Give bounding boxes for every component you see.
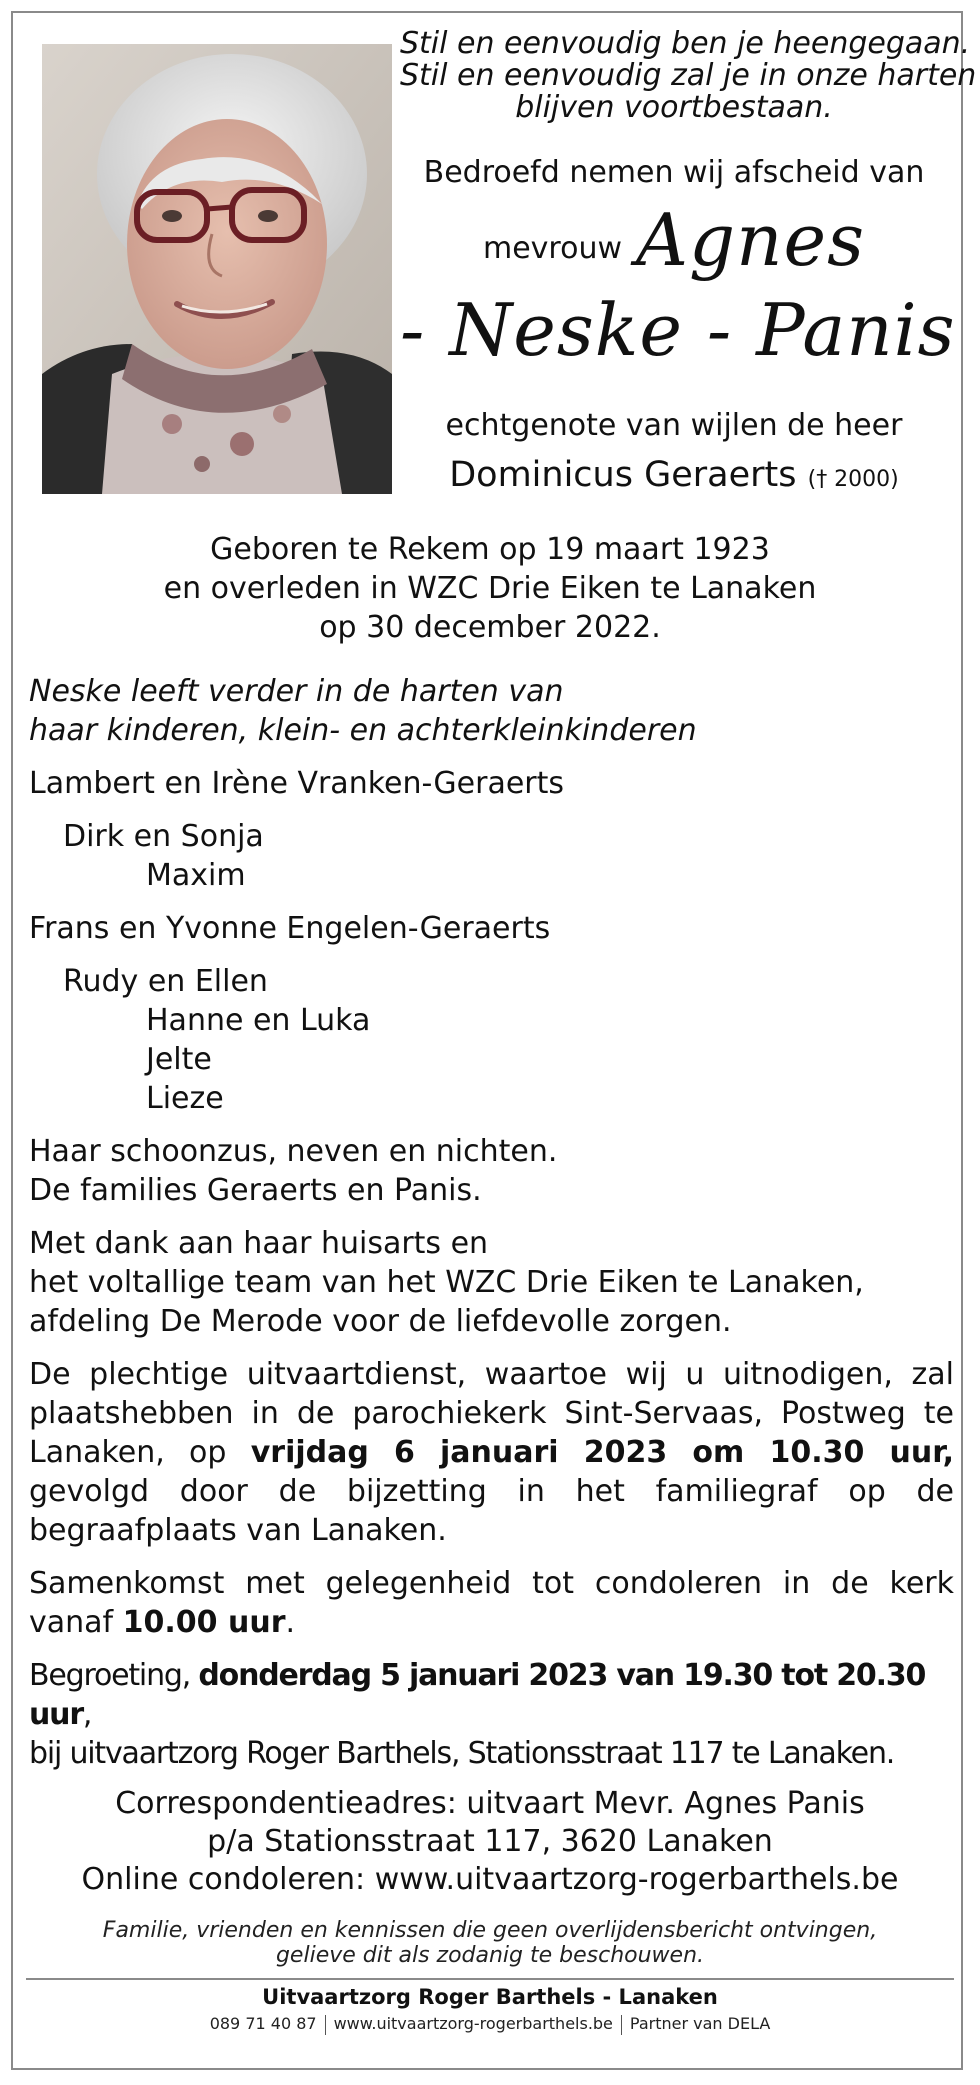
notice-note — [30, 1918, 950, 1968]
website-link[interactable]: www.uitvaartzorg-rogerbarthels.be — [333, 2014, 613, 2033]
thanks-line: afdeling De Merode voor de liefdevolle zorgen. — [29, 1304, 732, 1339]
gathering-text-end: . — [285, 1605, 296, 1640]
visitation-datetime: donderdag 5 januari 2023 van 19.30 tot 20.30 uur — [29, 1658, 926, 1732]
grandchild-family: Rudy en Ellen — [63, 964, 268, 999]
funeral-home-info — [30, 2014, 950, 2035]
spouse-intro: echtgenote van wijlen de heer — [445, 408, 903, 443]
legacy-line: Neske leeft verder in de harten van — [29, 674, 564, 709]
correspondence-address: Correspondentieadres: uitvaart Mevr. Agnes Panis — [115, 1786, 865, 1821]
visitation-paragraph — [29, 1656, 954, 1734]
thanks-line: het voltallige team van het WZC Drie Eiken te Lanaken, — [29, 1265, 864, 1300]
portrait-photo — [42, 44, 392, 494]
footer-divider — [26, 1978, 954, 1980]
spouse-line — [400, 455, 948, 495]
gathering-time: 10.00 uur — [122, 1605, 286, 1640]
spouse-death-year: († 2000) — [807, 467, 899, 492]
birth-death-info — [30, 530, 950, 647]
birth-line: Geboren te Rekem op 19 maart 1923 — [210, 532, 770, 567]
child-family: Lambert en Irène Vranken-Geraerts — [29, 766, 565, 801]
separator — [325, 2015, 326, 2035]
thanks-line: Met dank aan haar huisarts en — [29, 1226, 489, 1261]
farewell-intro: Bedroefd nemen wij afscheid van — [423, 155, 925, 190]
relatives-line: De families Geraerts en Panis. — [29, 1173, 482, 1208]
legacy-line: haar kinderen, klein- en achterkleinkinderen — [29, 713, 697, 748]
spouse-name: Dominicus Geraerts — [449, 455, 797, 495]
visitation-location: bij uitvaartzorg Roger Barthels, Stationsstraat 117 te Lanaken. — [29, 1736, 895, 1771]
poem-line: Stil en eenvoudig ben je heengegaan. — [400, 26, 971, 61]
visitation-text: Begroeting, — [29, 1658, 199, 1693]
death-date-line: op 30 december 2022. — [319, 610, 661, 645]
funeral-home-name: Uitvaartzorg Roger Barthels - Lanaken — [262, 1985, 718, 2009]
gathering-text: Samenkomst met gelegenheid tot condoleren in de kerk vanaf — [29, 1566, 954, 1640]
death-line: en overleden in WZC Drie Eiken te Lanaken — [163, 571, 817, 606]
great-grandchild: Maxim — [146, 858, 246, 893]
poem-line: Stil en eenvoudig zal je in onze harten — [400, 58, 977, 93]
partner-text: Partner van DELA — [629, 2014, 771, 2033]
great-grandchild: Jelte — [146, 1042, 212, 1077]
phone-number[interactable]: 089 71 40 87 — [209, 2014, 317, 2033]
title-prefix: mevrouw — [482, 231, 622, 266]
great-grandchild: Lieze — [146, 1081, 224, 1116]
relatives-line: Haar schoonzus, neven en nichten. — [29, 1134, 558, 1169]
correspondence-street: p/a Stationsstraat 117, 3620 Lanaken — [207, 1824, 773, 1859]
note-line: gelieve dit als zodanig te beschouwen. — [275, 1943, 705, 1968]
gathering-paragraph — [29, 1564, 954, 1642]
service-datetime: vrijdag 6 januari 2023 om 10.30 uur, — [250, 1435, 954, 1470]
opening-poem — [400, 26, 977, 125]
deceased-name-line1 — [400, 198, 948, 282]
contact-block — [30, 1785, 950, 1899]
service-paragraph — [29, 1355, 954, 1550]
grandchild-family: Dirk en Sonja — [63, 819, 264, 854]
note-line: Familie, vrienden en kennissen die geen overlijdensbericht ontvingen, — [102, 1918, 878, 1943]
poem-line: blijven voortbestaan. — [515, 90, 833, 125]
announcement-body — [29, 672, 954, 1773]
child-family: Frans en Yvonne Engelen-Geraerts — [29, 911, 551, 946]
great-grandchild: Hanne en Luka — [146, 1003, 371, 1038]
service-text-end: gevolgd door de bijzetting in het familiegraf op de begraafplaats van Lanaken. — [29, 1474, 954, 1548]
online-condolence-link[interactable]: Online condoleren: www.uitvaartzorg-rogerbarthels.be — [81, 1862, 899, 1897]
visitation-comma: , — [82, 1697, 92, 1732]
service-text: De plechtige uitvaartdienst, waartoe wij u uitnodigen, zal plaatshebben in de parochiekerk Sint-Servaas, Postweg te Lanaken, op — [29, 1357, 954, 1470]
first-name: Agnes — [636, 198, 866, 282]
deceased-name-line2: - Neske - Panis — [400, 288, 956, 372]
separator — [621, 2015, 622, 2035]
